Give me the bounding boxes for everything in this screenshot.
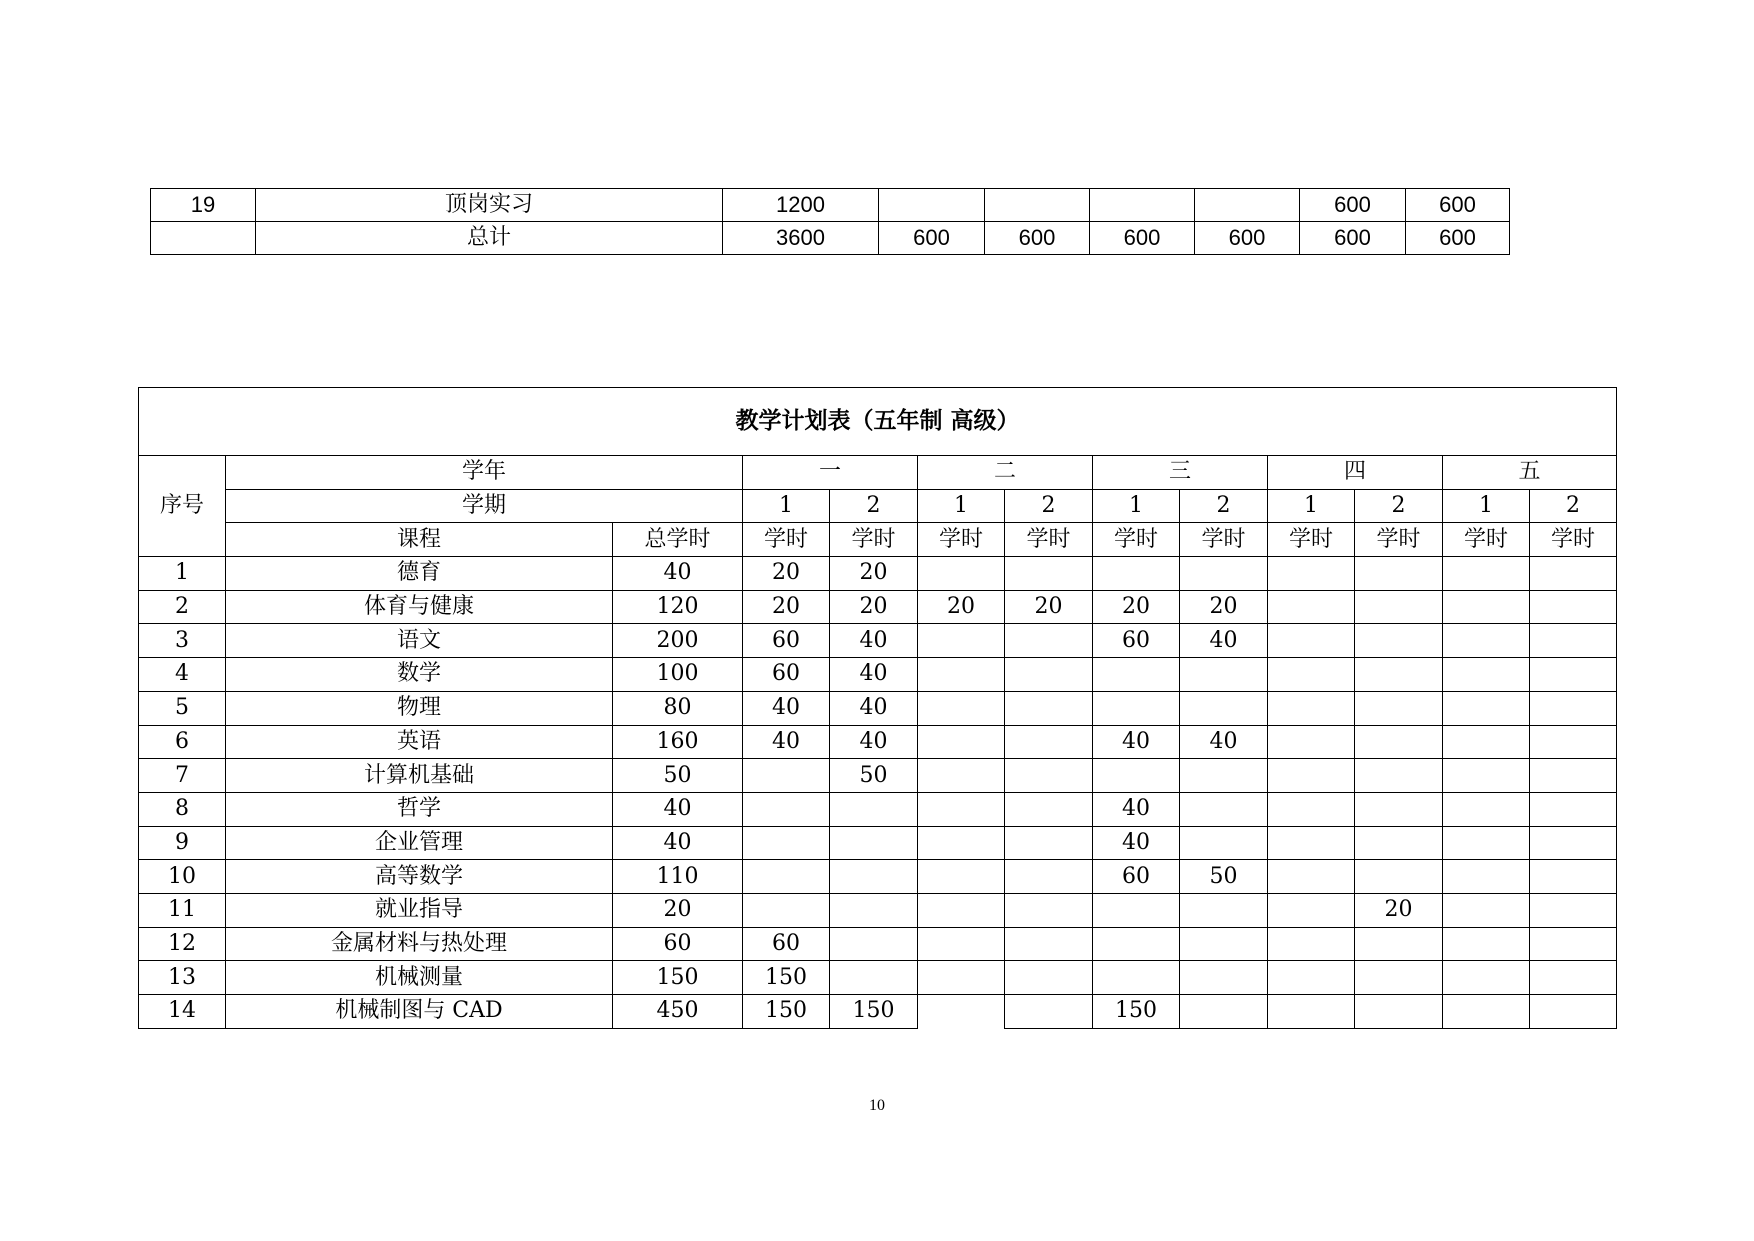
hours-header: 学时 [1180,523,1268,557]
table-row [151,189,1510,222]
hours-cell [1180,927,1268,961]
hours-cell [1443,927,1530,961]
hours-cell: 40 [830,658,918,692]
course-name: 顶岗实习 [256,189,723,222]
term-header: 1 [1093,489,1180,523]
page-number: 10 [869,1097,885,1114]
course-name: 企业管理 [226,826,613,860]
hours-cell: 60 [743,927,830,961]
table-row [139,557,1617,591]
total-hours: 450 [613,995,743,1029]
term-header: 1 [918,489,1005,523]
hours-cell [879,189,985,222]
table-row [139,893,1617,927]
hours-cell [1443,893,1530,927]
hours-cell [1180,759,1268,793]
hours-cell: 20 [1093,590,1180,624]
hours-cell [1355,826,1443,860]
hours-cell: 3600 [723,222,879,255]
course-name: 总计 [256,222,723,255]
course-name: 哲学 [226,792,613,826]
hours-cell: 40 [743,691,830,725]
hours-cell [1530,725,1617,759]
hours-cell [918,792,1005,826]
hours-cell [1355,658,1443,692]
hours-cell [1093,557,1180,591]
hours-cell [1005,961,1093,995]
term-header: 1 [1268,489,1355,523]
hours-header: 学时 [830,523,918,557]
hours-cell [1530,792,1617,826]
course-name: 机械测量 [226,961,613,995]
term-header: 2 [1005,489,1093,523]
year-label: 学年 [226,456,743,490]
hours-cell: 600 [879,222,985,255]
hours-cell: 150 [1093,995,1180,1029]
hours-cell [918,658,1005,692]
hours-cell [918,927,1005,961]
hours-cell [1180,826,1268,860]
hours-cell [1355,590,1443,624]
table-row [139,590,1617,624]
hours-cell: 20 [1180,590,1268,624]
year-header: 二 [918,456,1093,490]
hours-cell [1530,995,1617,1029]
hours-cell [918,557,1005,591]
row-number: 1 [139,557,226,591]
course-header: 课程 [226,523,613,557]
hours-cell [1443,792,1530,826]
hours-cell [1005,792,1093,826]
hours-cell [1530,658,1617,692]
term-header: 1 [1443,489,1530,523]
hours-cell [1530,691,1617,725]
course-name: 计算机基础 [226,759,613,793]
hours-cell [1268,658,1355,692]
hours-cell [1005,927,1093,961]
total-hours: 50 [613,759,743,793]
course-name: 英语 [226,725,613,759]
total-hours: 80 [613,691,743,725]
hours-cell [1005,995,1093,1029]
hours-cell [1268,792,1355,826]
hours-cell [918,860,1005,894]
hours-cell: 60 [743,658,830,692]
course-name: 数学 [226,658,613,692]
year-header: 三 [1093,456,1268,490]
hours-cell [1268,759,1355,793]
hours-cell: 40 [830,725,918,759]
hours-cell: 40 [1180,725,1268,759]
hours-cell: 20 [1005,590,1093,624]
hours-cell [1180,557,1268,591]
total-hours: 150 [613,961,743,995]
hours-cell [1530,893,1617,927]
seq-header: 序号 [139,456,226,557]
row-number: 13 [139,961,226,995]
total-hours: 120 [613,590,743,624]
row-number: 5 [139,691,226,725]
table-row [139,995,1617,1029]
row-number: 11 [139,893,226,927]
hours-cell [1093,658,1180,692]
hours-header: 学时 [918,523,1005,557]
hours-cell [1005,557,1093,591]
hours-cell: 20 [743,590,830,624]
hours-cell: 20 [1355,893,1443,927]
hours-cell: 40 [1093,792,1180,826]
hours-cell [743,826,830,860]
year-header: 五 [1443,456,1617,490]
hours-cell: 60 [1093,624,1180,658]
hours-cell: 1200 [723,189,879,222]
title-row [139,388,1617,456]
hours-cell [1530,590,1617,624]
hours-cell [1093,759,1180,793]
hours-cell [1180,961,1268,995]
hours-cell [918,961,1005,995]
hours-cell [830,792,918,826]
hours-cell: 40 [743,725,830,759]
table-row [139,927,1617,961]
total-hours: 40 [613,792,743,826]
hours-cell [1530,624,1617,658]
hours-cell [1005,826,1093,860]
row-number [151,222,256,255]
hours-cell [1005,624,1093,658]
row-number: 4 [139,658,226,692]
hours-cell [918,995,1005,1029]
hours-cell: 40 [1093,725,1180,759]
hours-cell [918,691,1005,725]
hours-cell [1093,961,1180,995]
hours-cell [1005,658,1093,692]
hours-cell [1090,189,1195,222]
hours-cell: 20 [743,557,830,591]
hours-cell: 40 [830,691,918,725]
hours-cell [1443,691,1530,725]
table-row [139,961,1617,995]
table-row [139,860,1617,894]
course-name: 就业指导 [226,893,613,927]
hours-cell [1443,995,1530,1029]
hours-cell [830,961,918,995]
hours-cell [1530,826,1617,860]
row-number: 14 [139,995,226,1029]
course-name: 物理 [226,691,613,725]
hours-cell: 600 [1090,222,1195,255]
hours-cell [1443,826,1530,860]
hours-cell: 600 [1406,189,1510,222]
total-hours: 160 [613,725,743,759]
table-row [139,792,1617,826]
table-row [151,222,1510,255]
hours-cell [1355,759,1443,793]
table-row [139,826,1617,860]
table-row [139,759,1617,793]
hours-cell [1530,557,1617,591]
table-title: 教学计划表（五年制 高级） [139,388,1617,456]
total-hours-header: 总学时 [613,523,743,557]
hours-cell [1195,189,1300,222]
course-name: 机械制图与 CAD [226,995,613,1029]
hours-cell [1180,893,1268,927]
hours-cell [1443,961,1530,995]
hours-cell [1355,792,1443,826]
course-name: 金属材料与热处理 [226,927,613,961]
hours-header: 学时 [1005,523,1093,557]
hours-cell: 60 [743,624,830,658]
hours-cell [1530,961,1617,995]
hours-cell [743,759,830,793]
hours-cell [1180,995,1268,1029]
hours-cell [1443,590,1530,624]
total-hours: 200 [613,624,743,658]
total-hours: 20 [613,893,743,927]
hours-cell [1443,624,1530,658]
hours-cell [1530,860,1617,894]
hours-cell [1268,691,1355,725]
hours-cell [830,927,918,961]
hours-cell [1093,927,1180,961]
hours-header: 学时 [1443,523,1530,557]
hours-cell [1268,590,1355,624]
term-header: 2 [1180,489,1268,523]
term-header: 1 [743,489,830,523]
total-hours: 40 [613,826,743,860]
hours-cell [985,189,1090,222]
row-number: 19 [151,189,256,222]
course-name: 体育与健康 [226,590,613,624]
row-number: 8 [139,792,226,826]
hours-cell [1005,860,1093,894]
course-name: 语文 [226,624,613,658]
hours-cell [1005,691,1093,725]
hours-cell: 40 [1093,826,1180,860]
hours-cell [1180,658,1268,692]
hours-cell [1005,759,1093,793]
hours-cell: 150 [743,961,830,995]
hours-cell [1530,927,1617,961]
hours-cell: 20 [918,590,1005,624]
continuation-table [150,188,1510,255]
course-name: 高等数学 [226,860,613,894]
hours-header: 学时 [1268,523,1355,557]
column-header-row [139,523,1617,557]
term-header: 2 [1530,489,1617,523]
hours-cell: 20 [830,557,918,591]
hours-cell [1093,691,1180,725]
row-number: 6 [139,725,226,759]
hours-cell [1443,759,1530,793]
hours-cell [1355,961,1443,995]
table-row [139,658,1617,692]
hours-cell [1355,691,1443,725]
term-label: 学期 [226,489,743,523]
hours-cell: 600 [985,222,1090,255]
row-number: 12 [139,927,226,961]
row-number: 3 [139,624,226,658]
hours-cell [830,826,918,860]
hours-cell [1005,725,1093,759]
hours-cell [1530,759,1617,793]
hours-cell [1268,725,1355,759]
hours-cell [1180,691,1268,725]
hours-cell [918,893,1005,927]
hours-cell [830,860,918,894]
table-row [139,725,1617,759]
hours-cell [1355,860,1443,894]
total-hours: 110 [613,860,743,894]
term-header: 2 [830,489,918,523]
hours-cell [1443,658,1530,692]
course-name: 德育 [226,557,613,591]
hours-cell [743,860,830,894]
hours-cell [1443,557,1530,591]
hours-cell [1268,893,1355,927]
hours-cell [1355,927,1443,961]
term-row [139,489,1617,523]
hours-header: 学时 [1355,523,1443,557]
year-header: 一 [743,456,918,490]
hours-cell: 600 [1406,222,1510,255]
hours-header: 学时 [1093,523,1180,557]
year-header: 四 [1268,456,1443,490]
hours-cell [1268,557,1355,591]
hours-cell [743,893,830,927]
hours-cell: 50 [830,759,918,793]
hours-cell [1355,995,1443,1029]
hours-cell [830,893,918,927]
term-header: 2 [1355,489,1443,523]
hours-cell [743,792,830,826]
hours-cell: 20 [830,590,918,624]
year-row [139,456,1617,490]
hours-cell [1268,826,1355,860]
hours-cell [1268,961,1355,995]
total-hours: 100 [613,658,743,692]
hours-cell [1268,860,1355,894]
hours-cell [1443,725,1530,759]
hours-cell [1180,792,1268,826]
table-row [139,624,1617,658]
row-number: 2 [139,590,226,624]
hours-cell: 40 [1180,624,1268,658]
teaching-plan-table [138,387,1617,1029]
hours-cell: 600 [1300,222,1406,255]
hours-cell [918,759,1005,793]
row-number: 9 [139,826,226,860]
total-hours: 40 [613,557,743,591]
hours-cell [1268,624,1355,658]
hours-cell [918,725,1005,759]
hours-cell [1355,624,1443,658]
hours-cell: 600 [1195,222,1300,255]
row-number: 10 [139,860,226,894]
hours-cell: 40 [830,624,918,658]
hours-header: 学时 [743,523,830,557]
hours-cell: 150 [830,995,918,1029]
hours-cell [1355,725,1443,759]
hours-cell [918,826,1005,860]
table-row [139,691,1617,725]
hours-header: 学时 [1530,523,1617,557]
hours-cell: 600 [1300,189,1406,222]
hours-cell [1355,557,1443,591]
hours-cell [1443,860,1530,894]
hours-cell: 60 [1093,860,1180,894]
row-number: 7 [139,759,226,793]
hours-cell [1268,927,1355,961]
hours-cell [1268,995,1355,1029]
hours-cell [1093,893,1180,927]
hours-cell [1005,893,1093,927]
hours-cell [918,624,1005,658]
hours-cell: 150 [743,995,830,1029]
hours-cell: 50 [1180,860,1268,894]
total-hours: 60 [613,927,743,961]
